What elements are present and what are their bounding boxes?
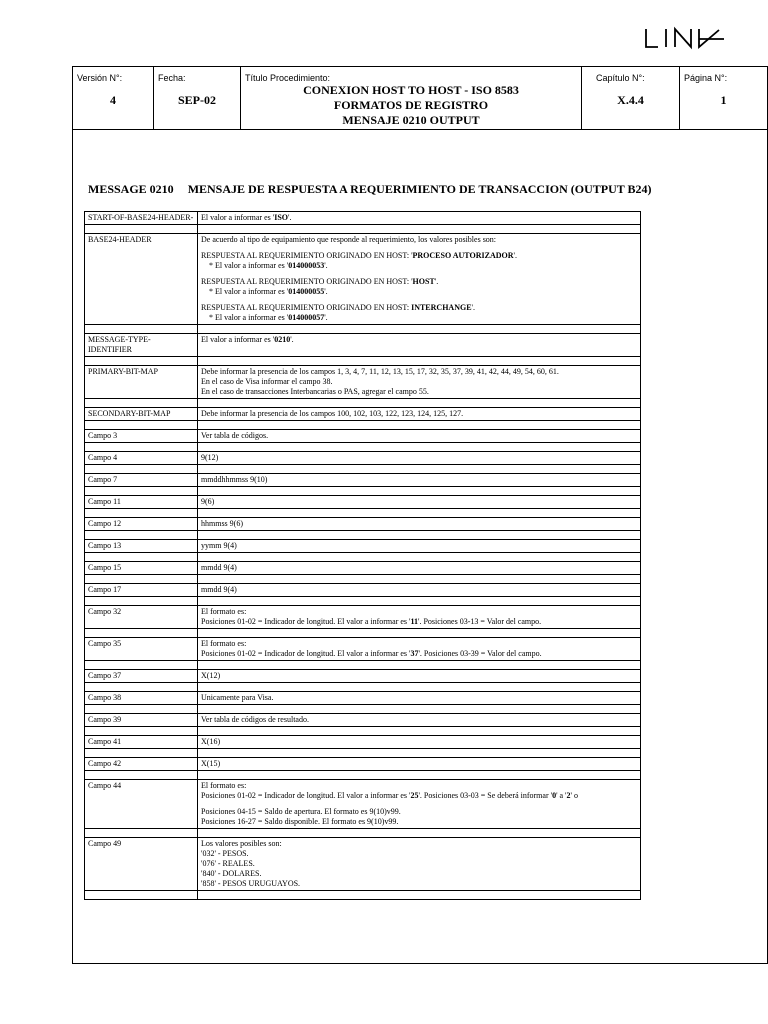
spacer-row: [85, 225, 641, 234]
field-name: Campo 4: [85, 452, 198, 465]
field-description: El formato es: Posiciones 01-02 = Indicador de longitud. El valor a informar es '25'. Posiciones 03-03 = Se deberá informar '0' a '2' o Posiciones 04-15 = Saldo de apertura. El formato es 9(10)v99. Posiciones 16-27 = Saldo disponible. El formato es 9(10)v99.: [198, 780, 641, 829]
field-name: PRIMARY-BIT-MAP: [85, 366, 198, 399]
table-row: [85, 334, 641, 357]
title-label: Título Procedimiento:: [245, 73, 331, 83]
table-row: [85, 714, 641, 727]
table-row: [85, 540, 641, 553]
field-name: BASE24-HEADER: [85, 234, 198, 325]
table-row: [85, 212, 641, 225]
spacer-row: [85, 575, 641, 584]
field-name: Campo 3: [85, 430, 198, 443]
field-description: El formato es: Posiciones 01-02 = Indicador de longitud. El valor a informar es '37'. Posiciones 03-39 = Valor del campo.: [198, 638, 641, 661]
field-description: mmdd 9(4): [198, 584, 641, 597]
table-row: [85, 758, 641, 771]
spacer-row: [85, 749, 641, 758]
spacer-row: [85, 443, 641, 452]
spacer-row: [85, 829, 641, 838]
table-row: [85, 452, 641, 465]
field-name: Campo 41: [85, 736, 198, 749]
field-description: hhmmss 9(6): [198, 518, 641, 531]
table-row: [85, 234, 641, 325]
field-description: X(12): [198, 670, 641, 683]
field-name: Campo 17: [85, 584, 198, 597]
field-description: 9(6): [198, 496, 641, 509]
section-heading: [88, 182, 652, 197]
table-row: [85, 408, 641, 421]
spacer-row: [85, 553, 641, 562]
spacer-row: [85, 325, 641, 334]
spacer-row: [85, 597, 641, 606]
field-description: Ver tabla de códigos.: [198, 430, 641, 443]
field-name: Campo 11: [85, 496, 198, 509]
table-row: [85, 692, 641, 705]
field-name: Campo 38: [85, 692, 198, 705]
field-name: Campo 49: [85, 838, 198, 891]
spacer-row: [85, 509, 641, 518]
date-label: Fecha:: [158, 73, 186, 83]
field-description: El formato es: Posiciones 01-02 = Indicador de longitud. El valor a informar es '11'. Posiciones 03-13 = Valor del campo.: [198, 606, 641, 629]
table-row: [85, 736, 641, 749]
field-description: mmdd 9(4): [198, 562, 641, 575]
field-name: Campo 37: [85, 670, 198, 683]
field-name: SECONDARY-BIT-MAP: [85, 408, 198, 421]
table-row: [85, 562, 641, 575]
field-name: Campo 7: [85, 474, 198, 487]
chapter-cell: [582, 67, 680, 129]
document-header: [73, 67, 767, 130]
field-description: 9(12): [198, 452, 641, 465]
chapter-label: Capítulo N°:: [596, 73, 645, 83]
field-description: De acuerdo al tipo de equipamiento que responde al requerimiento, los valores posibles son: RESPUESTA AL REQUERIMIENTO ORIGINADO EN HOST: 'PROCESO AUTORIZADOR'. * El valor a informar es '014000053'. RESPUESTA AL REQUERIMIENTO ORIGINADO EN HOST: 'HOST'. * El valor a informar es '014000055'. RESPUESTA AL REQUERIMIENTO ORIGINADO EN HOST: INTERCHANGE'. * El valor a informar es '014000057'.: [198, 234, 641, 325]
version-cell: [73, 67, 154, 129]
message-title: MENSAJE DE RESPUESTA A REQUERIMIENTO DE TRANSACCION (OUTPUT B24): [187, 182, 652, 196]
chapter-value: X.4.4: [617, 93, 644, 107]
field-description: mmddhhmmss 9(10): [198, 474, 641, 487]
field-description: X(15): [198, 758, 641, 771]
version-value: 4: [110, 93, 116, 107]
procedure-title: [241, 83, 581, 128]
date-value: SEP-02: [177, 93, 216, 107]
spacer-row: [85, 771, 641, 780]
title-cell: [241, 67, 582, 129]
spacer-row: [85, 487, 641, 496]
table-row: [85, 584, 641, 597]
spacer-row: [85, 465, 641, 474]
table-row: [85, 430, 641, 443]
spacer-row: [85, 661, 641, 670]
spacer-row: [85, 357, 641, 366]
field-name: Campo 39: [85, 714, 198, 727]
field-table: [84, 211, 641, 900]
table-row: [85, 496, 641, 509]
table-row: [85, 780, 641, 829]
table-row: [85, 638, 641, 661]
field-description: Unicamente para Visa.: [198, 692, 641, 705]
table-row: [85, 606, 641, 629]
version-label: Versión N°:: [77, 73, 123, 83]
title-line-2: FORMATOS DE REGISTRO: [333, 98, 489, 112]
field-name: Campo 12: [85, 518, 198, 531]
table-row: [85, 474, 641, 487]
field-description: yymm 9(4): [198, 540, 641, 553]
field-description: Ver tabla de códigos de resultado.: [198, 714, 641, 727]
table-row: [85, 518, 641, 531]
page-value: 1: [720, 93, 727, 107]
spacer-row: [85, 421, 641, 430]
table-row: [85, 670, 641, 683]
link-logo: [644, 26, 726, 50]
title-line-1: CONEXION HOST TO HOST - ISO 8583: [303, 83, 519, 97]
message-code: MESSAGE 0210: [88, 182, 174, 196]
spacer-row: [85, 727, 641, 736]
spacer-row: [85, 399, 641, 408]
field-description: X(16): [198, 736, 641, 749]
field-name: Campo 13: [85, 540, 198, 553]
field-description: Debe informar la presencia de los campos 100, 102, 103, 122, 123, 124, 125, 127.: [198, 408, 641, 421]
field-description: Los valores posibles son: '032' - PESOS. '076' - REALES. '840' - DOLARES. '858' - PESOS URUGUAYOS.: [198, 838, 641, 891]
field-name: Campo 42: [85, 758, 198, 771]
field-description: Debe informar la presencia de los campos 1, 3, 4, 7, 11, 12, 13, 15, 17, 32, 35, 37, 39, 41, 42, 44, 49, 54, 60, 61. En el caso de Visa informar el campo 38. En el caso de transacciones Interbancarias o PAS, agregar el campo 55.: [198, 366, 641, 399]
field-name: Campo 32: [85, 606, 198, 629]
page-cell: [680, 67, 767, 129]
date-cell: [154, 67, 241, 129]
field-name: Campo 35: [85, 638, 198, 661]
field-name: MESSAGE-TYPE-IDENTIFIER: [85, 334, 198, 357]
field-name: Campo 44: [85, 780, 198, 829]
table-row: [85, 366, 641, 399]
spacer-row: [85, 629, 641, 638]
page-label: Página N°:: [684, 73, 728, 83]
table-row: [85, 838, 641, 891]
field-description: El valor a informar es 'ISO'.: [198, 212, 641, 225]
spacer-row: [85, 531, 641, 540]
spacer-row: [85, 683, 641, 692]
title-line-3: MENSAJE 0210 OUTPUT: [342, 113, 480, 127]
field-description: El valor a informar es '0210'.: [198, 334, 641, 357]
spacer-row: [85, 705, 641, 714]
field-name: Campo 15: [85, 562, 198, 575]
spacer-row: [85, 891, 641, 900]
field-name: START-OF-BASE24-HEADER-: [85, 212, 198, 225]
